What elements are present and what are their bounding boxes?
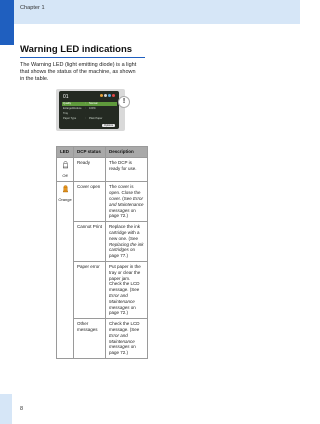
warning-led-icon: ! [118,96,130,108]
description-text: Check the LCD message. (See [109,321,140,332]
lcd-row-separator: : [85,107,86,110]
lcd-row-value: Plain Paper [89,117,103,120]
lcd-row-key: Tray [63,112,69,115]
ink-dot-icon [104,94,107,97]
heading-rule [20,57,145,58]
lcd-row [62,107,117,111]
description-cell [106,261,148,318]
description-page: on page 72.) [109,207,136,219]
description-text: The cover is open. Close the cover. (See [109,184,141,201]
status-cell: Other messages [74,319,106,359]
lcd-options-button: Options [104,124,113,127]
table-row [57,182,148,222]
lcd-row-separator: : [85,117,86,120]
lcd-row-separator: : [85,102,86,105]
led-state-label: Off [62,172,68,178]
lcd-row [62,112,117,116]
lcd-row-key: Quality [63,102,72,105]
lcd-title: 01 [63,94,69,100]
page-corner-band [0,394,12,424]
led-cell [57,182,74,359]
chapter-tab [0,0,14,45]
description-text: Put paper in the tray or clear the paper jam. Check the LCD message. (See [109,263,141,293]
table-header-row [57,147,148,158]
status-cell: Ready [74,157,106,182]
lcd-row [62,102,117,106]
ink-dot-icon [108,94,111,97]
lcd-row [62,117,117,121]
description-page: on page 77.) [109,247,136,259]
description-reference: Replacing the ink cartridges [109,241,144,253]
description-page: on page 72.) [109,304,136,316]
status-cell: Cannot Print [74,222,106,262]
header-status: DCP status [74,147,106,158]
led-state-label: Orange [58,197,72,203]
description-cell [106,319,148,359]
chapter-label: Chapter 1 [20,5,45,11]
top-band [0,0,300,24]
lcd-status-dots [100,94,115,97]
page-heading: Warning LED indications [20,44,133,55]
description-reference: Error and Maintenance messages [109,195,144,213]
description-reference: Error and Maintenance messages [109,292,135,310]
intro-paragraph: The Warning LED (light emitting diode) is a light that shows the status of the machine, as shown in the table. [20,62,137,83]
description-page: on page 72.) [109,344,136,356]
status-cell: Paper error [74,261,106,318]
lcd-screen [59,91,119,129]
description-reference: Error and Maintenance messages [109,332,135,350]
description-text: Replace the ink cartridge with a new one. (See [109,224,141,241]
header-led: LED [57,147,74,158]
led-off-icon [63,161,68,169]
description-cell: The DCP is ready for use. [106,157,148,182]
description-cell [106,182,148,222]
lcd-illustration [56,89,125,131]
lcd-row-key: Paper Type [63,117,77,120]
header-description: Description [106,147,148,158]
lcd-row-value: 100% [89,107,96,110]
status-cell: Cover open [74,182,106,222]
ink-dot-icon [112,94,115,97]
led-orange-icon [63,185,68,193]
led-cell [57,157,74,182]
lcd-row-value: Normal [89,102,98,105]
ink-dot-icon [100,94,103,97]
led-status-table [56,146,148,359]
page-number: 8 [20,406,24,412]
description-cell [106,222,148,262]
lcd-row-key: Enlarge/Reduce [63,107,82,110]
table-row [57,157,148,182]
